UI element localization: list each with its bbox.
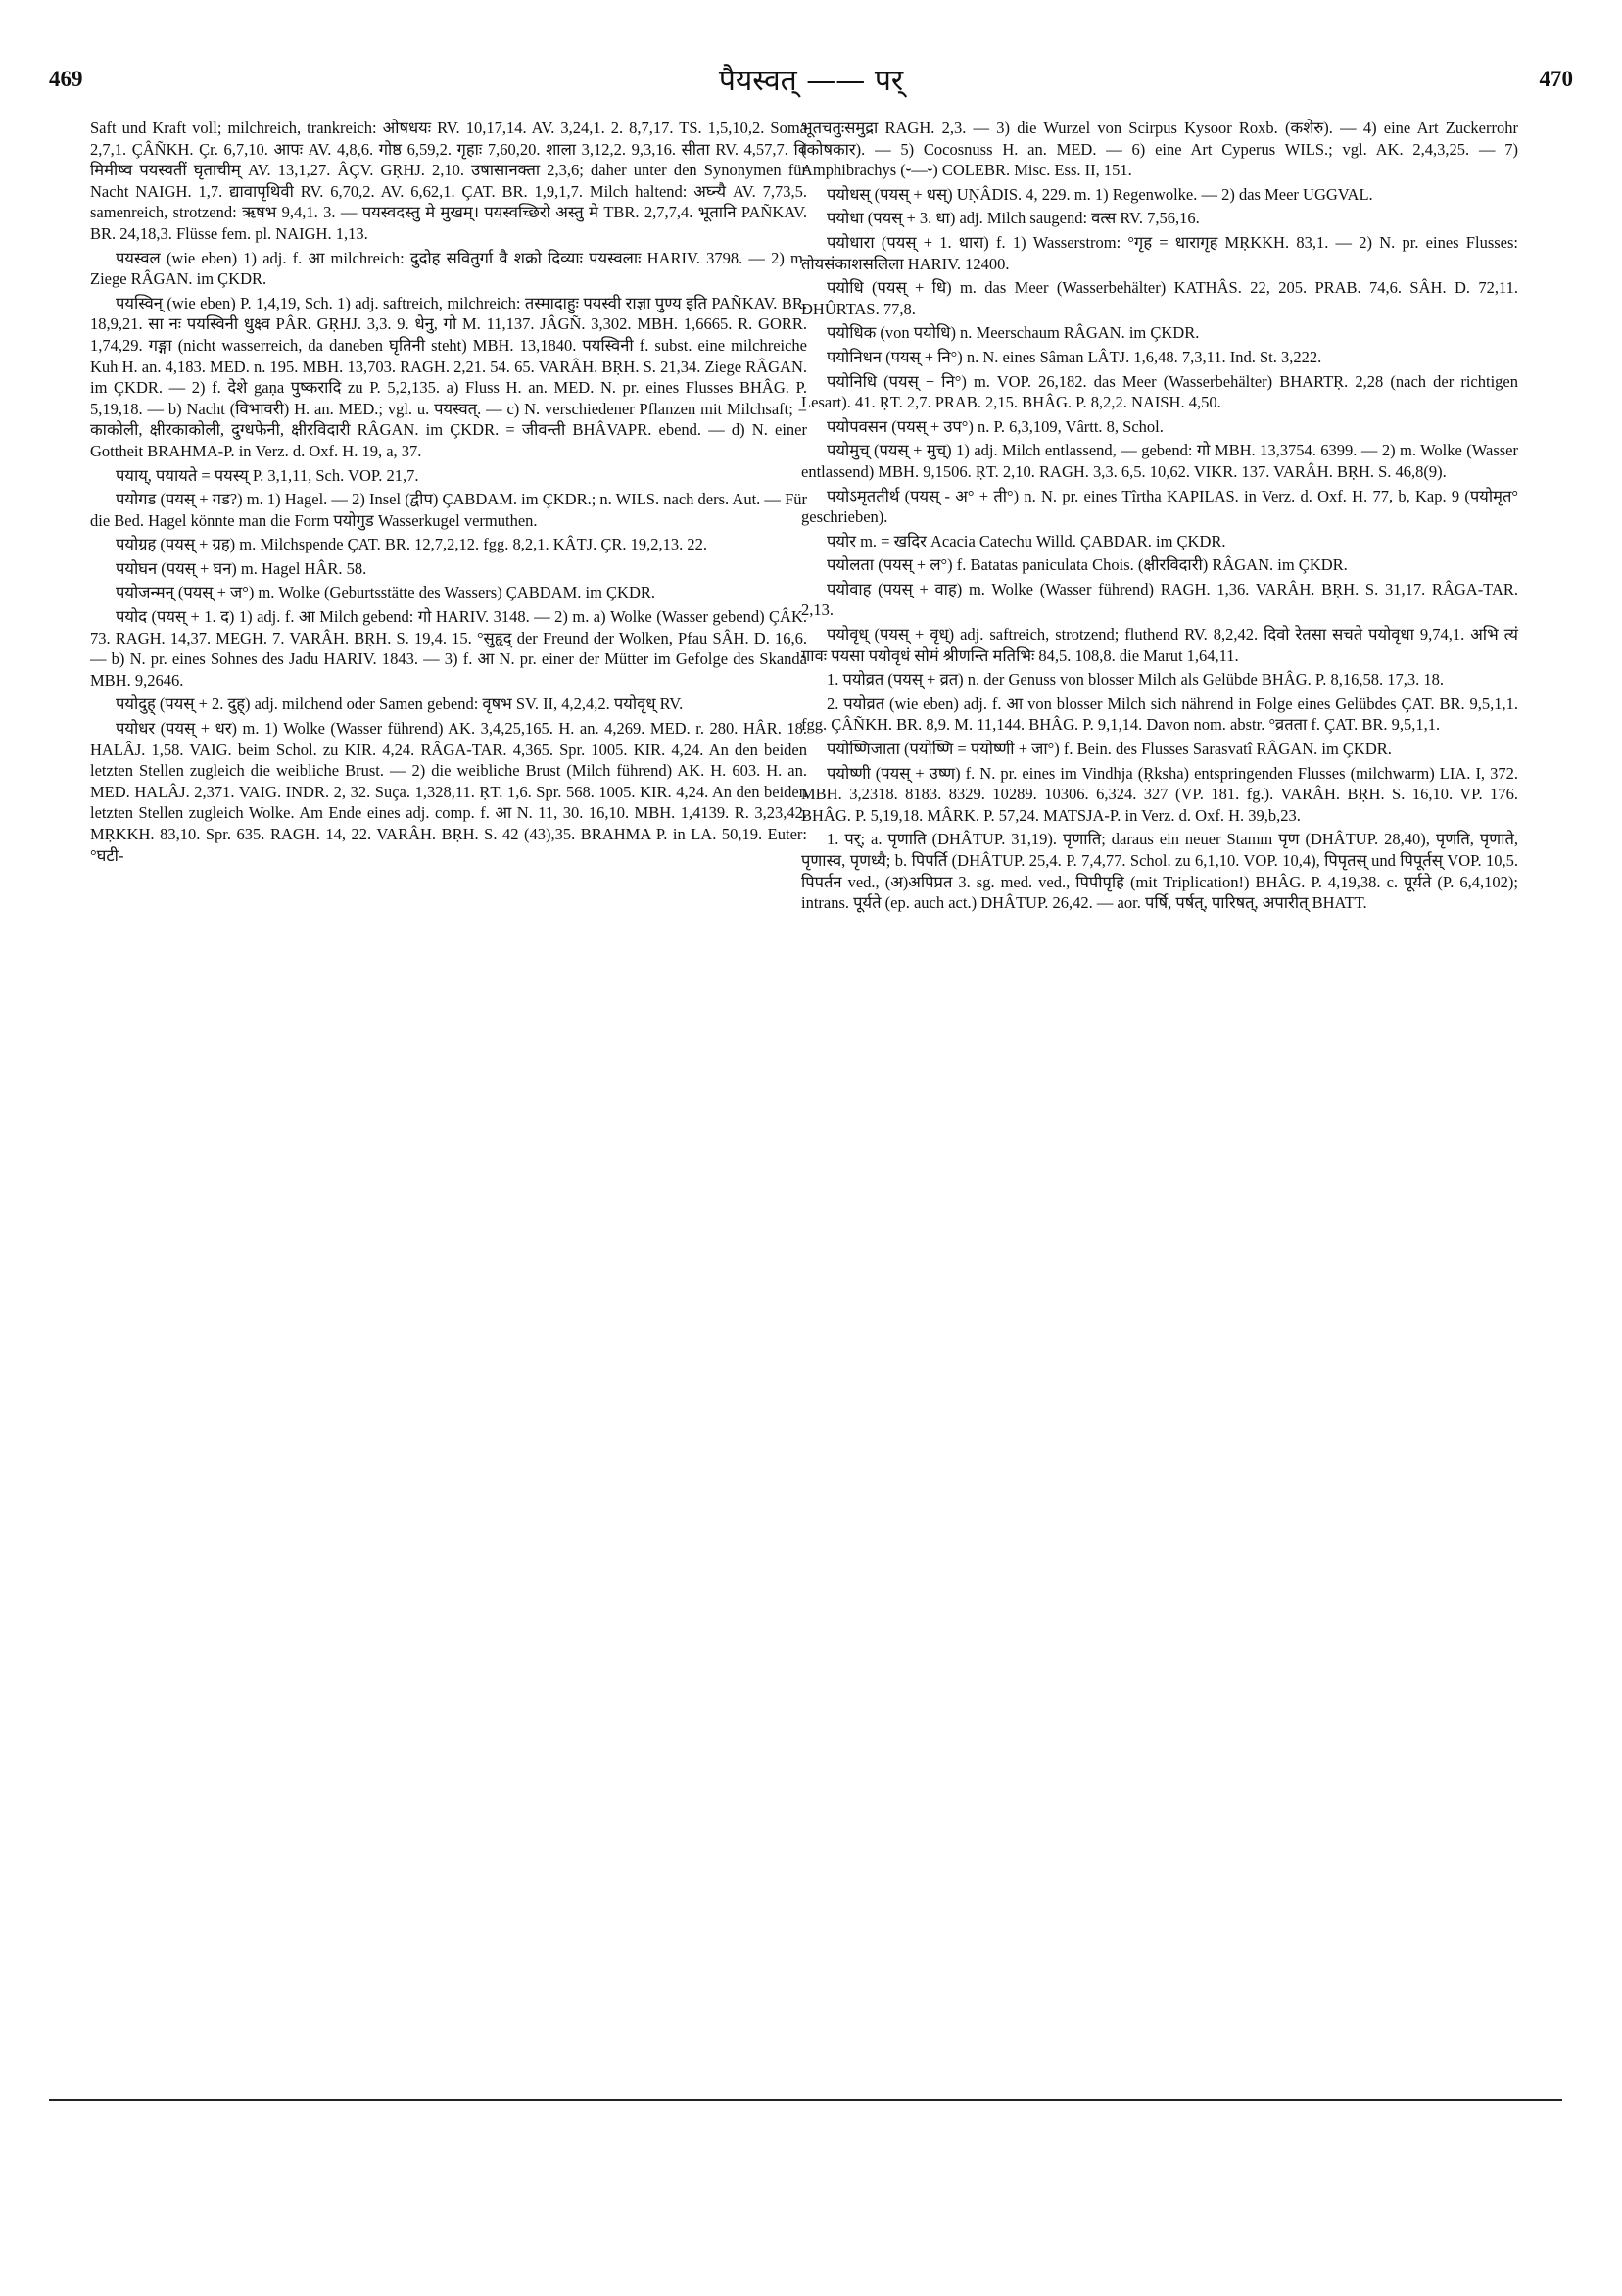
entry: 1. पर्; a. पृणाति (DHÂTUP. 31,19). पृणाति; daraus ein neuer Stamm पृण (DHÂTUP. 28,40), पृणति, पृणाते, पृणास्व, पृणध्यै; b. पिपर्ति (DHÂTUP. 25,4. P. 7,4,77. Schol. zu 6,1,10. VOP. 10,4), पिपृतस् und पिपूर्तस् VOP. 10,5. पिपर्तन ved., (अ)अपिप्रत 3. sg. med. ved., पिपीपृहि (mit Triplication!) BHÂG. P. 4,19,38. c. पूर्यते (P. 6,4,102); intrans. पूर्यते (ep. auch act.) DHÂTUP. 26,42. — aor. पर्षि, पर्षत्, पारिषत्, अपारीत् BHATT. xyxy=(801,830,1518,913)
entry: पयस्वल (wie eben) 1) adj. f. आ milchreich: दुदोह सवितुर्गा वै शक्रो दिव्याः पयस्वलाः HARIV. 3798. — 2) m. Ziege RÂGAN. im ÇKDR. xyxy=(90,248,807,289)
entry: पयोष्णी (पयस् + उष्ण) f. N. pr. eines im Vindhja (Ṛksha) entspringenden Flusses (milchwarm) LIA. I, 372. MBH. 3,2318. 8183. 8329. 10289. 10306. 6,324. 327 (VP. 181. fg.). VARÂH. BṚH. S. 16,10. VP. 176. BHÂG. P. 5,19,18. MÂRK. P. 57,24. MATSJA-P. in Verz. d. Oxf. H. 39,b,23. xyxy=(801,763,1518,825)
entry: पयोधस् (पयस् + धस्) UṆÂDIS. 4, 229. m. 1) Regenwolke. — 2) das Meer UGGVAL. xyxy=(827,184,1373,204)
entry: पयोर m. = खदिर Acacia Catechu Willd. ÇABDAR. im ÇKDR. xyxy=(827,531,1226,550)
entry: पयोनिधि (पयस् + नि°) m. VOP. 26,182. das Meer (Wasserbehälter) BHARTṚ. 2,28 (nach der richtigen Lesart). 41. ṚT. 2,7. PRAB. 2,15. BHÂG. P. 8,2,2. NAISH. 4,50. xyxy=(801,371,1518,412)
entry: पयोगड (पयस् + गड?) m. 1) Hagel. — 2) Insel (द्वीप) ÇABDAM. im ÇKDR.; n. WILS. nach ders. Aut. — Für die Bed. Hagel könnte man die Form पयोगुड Wasserkugel vermuthen. xyxy=(90,490,807,530)
entry: पयोलता (पयस् + ल°) f. Batatas paniculata Chois. (क्षीरविदारी) RÂGAN. im ÇKDR. xyxy=(827,555,1348,575)
entry: पयोमुच् (पयस् + मुच्) 1) adj. Milch entlassend, — gebend: गो MBH. 13,3754. 6399. — 2) m. Wolke (Wasser entlassend) MBH. 9,1506. ṚT. 2,10. RAGH. 3,3. 6,5. 10,62. VIKR. 137. VARÂH. BṚH. S. 46,8(9). xyxy=(801,441,1518,481)
entry: पयस्विन् (wie eben) P. 1,4,19, Sch. 1) adj. saftreich, milchreich: तस्मादाहुः पयस्वी राज्ञा पुण्य इति PAÑKAV. BR. 18,9,21. सा नः पयस्विनी धुक्ष्व PÂR. GṚHJ. 3,3. 9. धेनु, गो M. 11,137. JÂGÑ. 3,302. MBH. 1,6665. R. GORR. 1,74,29. गङ्गा (nicht wasserreich, da daneben घृतिनी steht) MBH. 13,1840. पयस्विनी f. subst. eine milchreiche Kuh H. an. 4,183. MED. n. 195. MBH. 13,703. RAGH. 2,21. 54. 65. VARÂH. BṚH. S. 21,34. Ziege RÂGAN. im ÇKDR. — 2) f. देशे gaṇa पुष्करादि zu P. 5,2,135. a) Fluss H. an. MED. N. pr. eines Flusses BHÂG. P. 5,19,18. — b) Nacht (विभावरी) H. an. MED.; vgl. u. पयस्वत्. — c) N. verschiedener Pflanzen mit Milchsaft; = काकोली, क्षीरकाकोली, दुग्धफेनी, क्षीरविदारी RÂGAN. im ÇKDR. = जीवन्ती BHÂVAPR. ebend. — d) N. einer Gottheit BRAHMA-P. in Verz. d. Oxf. H. 19, a, 37. xyxy=(90,293,807,460)
entry-continued: भूतचतुःसमुद्रा RAGH. 2,3. — 3) die Wurzel von Scirpus Kysoor Roxb. (कशेरु). — 4) eine Art Zuckerrohr (कोषकार). — 5) Cocosnuss H. an. MED. — 6) eine Art Cyperus WILS.; vgl. AK. 2,4,3,25. — 7) Amphibrachys (⏑—⏑) COLEBR. Misc. Ess. II, 151. xyxy=(801,119,1518,180)
entry: पयोद (पयस् + 1. द) 1) adj. f. आ Milch gebend: गो HARIV. 3148. — 2) m. a) Wolke (Wasser gebend) ÇÂK. 73. RAGH. 14,37. MEGH. 7. VARÂH. BṚH. S. 19,4. 15. °सुहृद् der Freund der Wolken, Pfau SÂH. D. 16,6. — b) N. pr. eines Sohnes des Jadu HARIV. 1843. — 3) f. आ N. pr. einer der Mütter im Gefolge des Skanda MBH. 9,2646. xyxy=(90,607,807,690)
entry: 1. पयोव्रत (पयस् + व्रत) n. der Genuss von blosser Milch als Gelübde BHÂG. P. 8,16,58. 17,3. 18. xyxy=(827,670,1445,690)
entry: पयोनिधन (पयस् + नि°) n. N. eines Sâman LÂTJ. 1,6,48. 7,3,11. Ind. St. 3,222. xyxy=(827,347,1322,366)
entry: पयोघन (पयस् + घन) m. Hagel HÂR. 58. xyxy=(116,558,367,578)
entry: पयोग्रह (पयस् + ग्रह) m. Milchspende ÇAT. BR. 12,7,2,12. fgg. 8,2,1. KÂTJ. ÇR. 19,2,13. 22. xyxy=(116,535,707,554)
entry: पयोधा (पयस् + 3. धा) adj. Milch saugend: वत्स RV. 7,56,16. xyxy=(827,209,1200,228)
entry: पयोधिक (von पयोधि) n. Meerschaum RÂGAN. im ÇKDR. xyxy=(827,323,1200,343)
entry: पयोधारा (पयस् + 1. धारा) f. 1) Wasserstrom: °गृह = धारागृह MṚKKH. 83,1. — 2) N. pr. eines Flusses: तोयसंकाशसलिला HARIV. 12400. xyxy=(801,232,1518,273)
page-number-left: 469 xyxy=(49,67,83,91)
page-header xyxy=(49,59,1573,108)
entry-continued: Saft und Kraft voll; milchreich, trankreich: ओषधयः RV. 10,17,14. AV. 3,24,1. 2. 8,7,17. TS. 1,5,10,2. Soma 2,7,1. ÇÂÑKH. Çr. 6,7,10. आपः AV. 4,8,6. गोष्ठ 6,59,2. गृहाः 7,60,20. शाला 3,12,2. 9,3,16. सीता RV. 4,57,7. वि मिमीष्व पयस्वतीं घृताचीम् AV. 13,1,27. ÂÇV. GṚHJ. 2,10. उषासानक्ता 2,3,6; daher unter den Synonymen für Nacht NAIGH. 1,7. द्यावापृथिवी RV. 6,70,2. AV. 6,62,1. ÇAT. BR. 1,9,1,7. Milch haltend: अघ्न्यै AV. 7,73,5. samenreich, strotzend: ऋषभ 9,4,1. 3. — पयस्वदस्तु मे मुखम्। पयस्वच्छिरो अस्तु मे TBR. 2,7,7,4. भूतानि PAÑKAV. BR. 24,18,3. Flüsse fem. pl. NAIGH. 1,13. xyxy=(90,119,807,243)
entry: पयोवाह (पयस् + वाह) m. Wolke (Wasser führend) RAGH. 1,36. VARÂH. BṚH. S. 31,17. RÂGA-TAR. 2,13. xyxy=(801,579,1518,620)
bottom-rule xyxy=(49,2099,1562,2101)
entry: पयोऽमृततीर्थ (पयस् - अ° + ती°) n. N. pr. eines Tîrtha KAPILAS. in Verz. d. Oxf. H. 77, b, Kap. 9 (पयोमृत° geschrieben). xyxy=(801,486,1518,527)
running-title: पैयस्वत् —— पर् xyxy=(718,64,904,98)
entry: 2. पयोव्रत (wie eben) adj. f. आ von blosser Milch sich nährend in Folge eines Gelübdes ÇAT. BR. 9,5,1,1. fgg. ÇÂÑKH. BR. 8,9. M. 11,144. BHÂG. P. 9,1,14. Davon nom. abstr. °व्रतता f. ÇAT. BR. 9,5,1,1. xyxy=(801,694,1518,735)
entry: पयोधि (पयस् + धि) m. das Meer (Wasserbehälter) KATHÂS. 22, 205. PRAB. 74,6. SÂH. D. 72,11. DHÛRTAS. 77,8. xyxy=(801,278,1518,318)
right-column xyxy=(801,118,1518,917)
page-number-right: 470 xyxy=(1539,67,1573,91)
entry: पयोजन्मन् (पयस् + ज°) m. Wolke (Geburtsstätte des Wassers) ÇABDAM. im ÇKDR. xyxy=(116,583,656,602)
entry: पयोवृध् (पयस् + वृध्) adj. saftreich, strotzend; fluthend RV. 8,2,42. दिवो रेतसा सचते पयोवृधा 9,74,1. अभि त्यं गावः पयसा पयोवृधं सोमं श्रीणन्ति मतिभिः 84,5. 108,8. die Marut 1,64,11. xyxy=(801,625,1518,665)
entry: पयोपवसन (पयस् + उप°) n. P. 6,3,109, Vârtt. 8, Schol. xyxy=(827,416,1164,436)
entry: पयोदुह् (पयस् + 2. दुह्) adj. milchend oder Samen gebend: वृषभ SV. II, 4,2,4,2. पयोवृध् RV. xyxy=(116,694,684,714)
left-column xyxy=(90,118,807,869)
entry: पयोधर (पयस् + धर) m. 1) Wolke (Wasser führend) AK. 3,4,25,165. H. an. 4,269. MED. r. 280. HÂR. 18. HALÂJ. 1,58. VAIG. beim Schol. zu KIR. 4,24. RÂGA-TAR. 4,365. Spr. 1005. KIR. 4,24. An den beiden letzten Stellen zugleich die weibliche Brust. — 2) die weibliche Brust (Milch führend) AK. H. 603. H. an. MED. HALÂJ. 2,371. VAIG. INDR. 2, 32. Suça. 1,328,11. ṚT. 1,6. Spr. 568. 1005. KIR. 4,24. An den beiden letzten Stellen zugleich Wolke. Am Ende eines adj. comp. f. आ N. 11, 30. 16,10. MBH. 1,4139. R. 3,23,42. MṚKKH. 83,10. Spr. 635. RAGH. 14, 22. VARÂH. BṚH. S. 42 (43),35. BRAHMA P. in LA. 50,19. Euter: °घटी- xyxy=(90,719,807,865)
entry: पयोष्णिजाता (पयोष्णि = पयोष्णी + जा°) f. Bein. des Flusses Sarasvatî RÂGAN. im ÇKDR. xyxy=(827,740,1392,759)
entry: पयाय्, पयायते = पयस्य् P. 3,1,11, Sch. VOP. 21,7. xyxy=(116,465,419,485)
